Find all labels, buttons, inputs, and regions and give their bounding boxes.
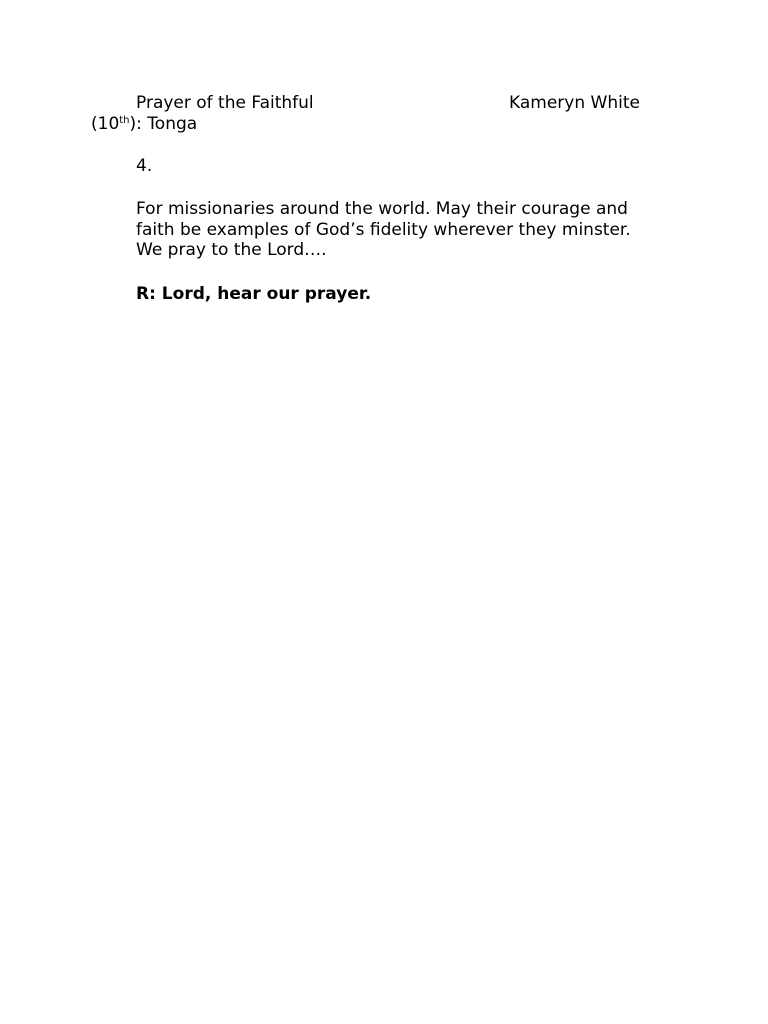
intention-line: For missionaries around the world. May their courage and bbox=[136, 199, 628, 219]
grade-country-line bbox=[91, 114, 197, 134]
intention-line: We pray to the Lord…. bbox=[136, 240, 327, 260]
grade-ordinal-suffix: th bbox=[119, 115, 130, 126]
congregation-response: R: Lord, hear our prayer. bbox=[136, 284, 372, 304]
grade-country: ): Tonga bbox=[129, 114, 198, 134]
intention-number: 4. bbox=[136, 156, 153, 176]
intention-text bbox=[136, 199, 676, 261]
document-title: Prayer of the Faithful bbox=[136, 93, 314, 113]
intention-line: faith be examples of God’s fidelity wherever they minster. bbox=[136, 219, 631, 240]
author-name: Kameryn White bbox=[509, 93, 640, 113]
grade-prefix: (10 bbox=[91, 114, 120, 134]
